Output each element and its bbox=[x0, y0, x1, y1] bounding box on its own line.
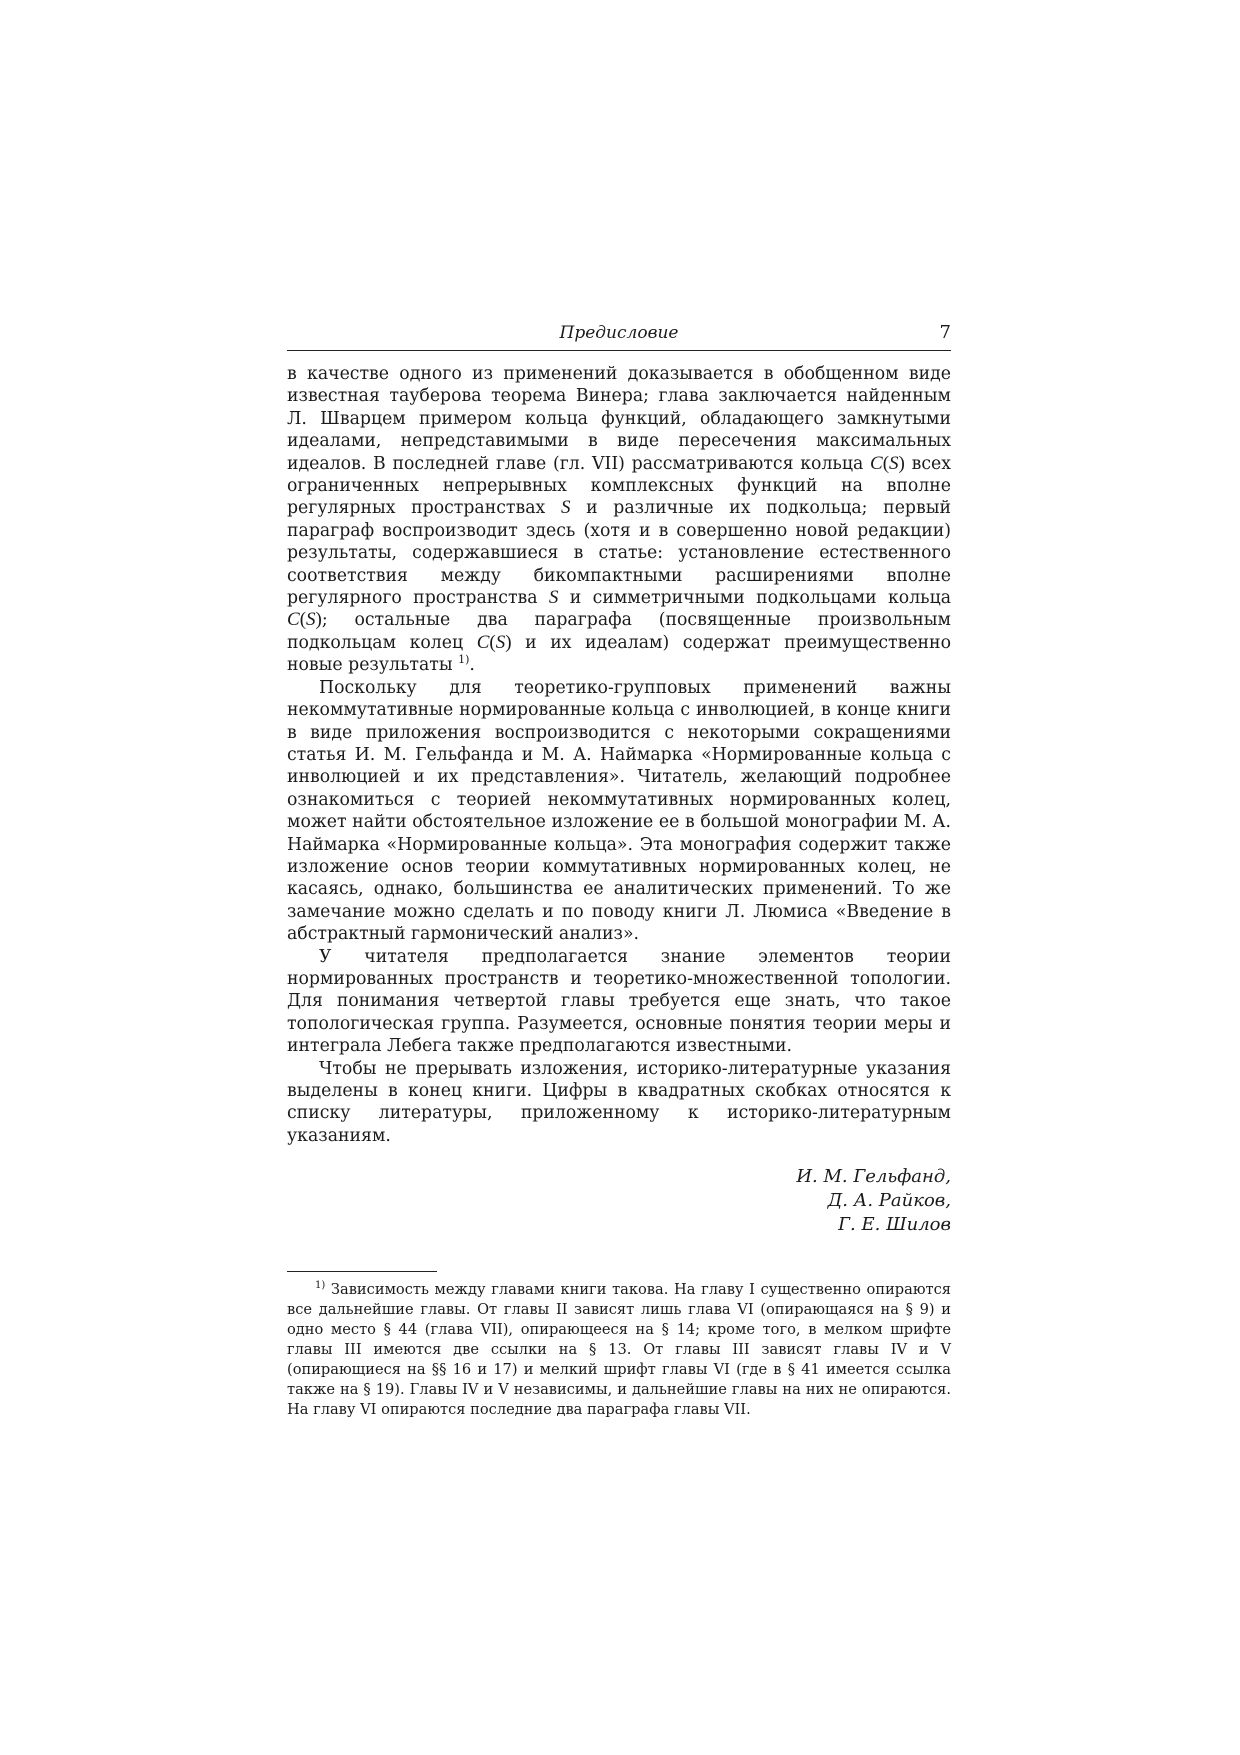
paragraph-1-text: всех ограниченных непрерывных комплексных функций на вполне регулярных пространствах bbox=[287, 453, 951, 519]
paragraph-1-text: . bbox=[469, 655, 475, 676]
signature-author: И. М. Гельфанд, bbox=[796, 1166, 951, 1188]
math-S: S bbox=[495, 631, 506, 653]
footnote-text: Зависимость между главами книги такова. На главу I существенно опираются все дальнейшие главы. От главы II зависят лишь глава VI (опирающаяся на § 9) и одно место § 44 (глава VII), опирающееся на § 14; кроме того, в мелком шрифте главы III имеются две ссылки на § 13. От главы III зависят главы IV и V (опирающиеся на §§ 16 и 17) и мелкий шрифт главы VI (где в § 41 имеется ссылка также на § 19). Главы IV и V независимы, и дальнейшие главы на них не опираются. На главу VI опираются последние два параграфа главы VII. bbox=[287, 1281, 951, 1419]
running-title: Предисловие bbox=[559, 323, 679, 343]
paragraph-3: У читателя предполагается знание элементов теории нормированных пространств и теоретико-множественной топологии. Для понимания четвертой главы требуется еще знать, что такое топологическая группа. Разумеется, основные понятия теории меры и интеграла Лебега также предполагаются известными. bbox=[287, 946, 951, 1057]
math-S: S bbox=[306, 609, 316, 631]
math-C: C bbox=[287, 609, 300, 631]
running-header bbox=[287, 320, 951, 351]
math-S: S bbox=[548, 587, 559, 609]
paragraph-1: в качестве одного из применений доказывается в обобщенном виде известная тауберова теорема Винера; глава заключается найденным Л. Шварцем примером кольца функций, обладающего замкнутыми идеалами, непредставимыми в виде пересечения максимальных идеалов. В последней главе (гл. VII) рассматриваются кольца C(S) всех ограниченных непрерывных комплексных функций на вполне регулярных пространствах S и различные их подкольца; первый параграф воспроизводит здесь (хотя и в совершенно новой редакции) результаты, содержавшиеся в статье: установление естественного соответствия между бикомпактными расширениями вполне регулярного пространства S и симметричными подкольцами кольца C(S); остальные два параграфа (посвященные произвольным подкольцам колец C(S) и их идеалам) содержат преимущественно новые результаты $^{1)}$. bbox=[287, 364, 951, 676]
paragraph-1-text: и различные их подкольца; первый параграф воспроизводит здесь (хотя и в совершенно новой редакции) результаты, содержавшиеся в статье: установление естественного соответствия между бикомпактными расширениями вполне регулярного пространства bbox=[287, 498, 951, 609]
signatures bbox=[287, 1165, 951, 1237]
math-S: S bbox=[560, 497, 571, 519]
paragraph-1-text: ; остальные два параграфа (посвященные произвольным подкольцам колец bbox=[287, 610, 951, 653]
paragraph-1-text: и симметричными подкольцами кольца bbox=[558, 588, 951, 609]
footnote-divider bbox=[287, 1271, 437, 1272]
math-C: C bbox=[870, 452, 883, 474]
footnote-reference[interactable]: 1) bbox=[458, 653, 470, 667]
paragraph-1-text: в качестве одного из применений доказывается в обобщенном виде известная тауберова теорема Винера; глава заключается найденным Л. Шварцем примером кольца функций, обладающего замкнутыми идеалами, непредставимыми в виде пересечения максимальных идеалов. В последней главе (гл. VII) рассматриваются кольца bbox=[287, 364, 951, 474]
page-number: 7 bbox=[939, 322, 951, 343]
signature-author: Д. А. Райков, bbox=[827, 1190, 951, 1212]
math-C: C bbox=[476, 631, 490, 653]
paragraph-2: Поскольку для теоретико-групповых применений важны некоммутативные нормированные кольца с инволюцией, в конце книги в виде приложения воспроизводится с некоторыми сокращениями статья И. М. Гельфанда и М. А. Наймарка «Нормированные кольца с инволюцией и их представления». Читатель, желающий подробнее ознакомиться с теорией некоммутативных нормированных колец, может найти обстоятельное изложение ее в большой монографии М. А. Наймарка «Нормированные кольца». Эта монография содержит также изложение основ теории коммутативных нормированных колец, не касаясь, однако, большинства ее аналитических применений. То же замечание можно сделать и по поводу книги Л. Люмиса «Введение в абстрактный гармонический анализ». bbox=[287, 677, 951, 945]
footnote-mark: 1) bbox=[315, 1280, 326, 1292]
paragraph-1-text: и их идеалам) содержат преимущественно новые результаты bbox=[287, 632, 951, 676]
body-text bbox=[287, 363, 951, 1147]
math-S: S bbox=[889, 452, 899, 474]
signature-author: Г. Е. Шилов bbox=[838, 1214, 951, 1236]
paragraph-4: Чтобы не прерывать изложения, историко-литературные указания выделены в конец книги. Цифры в квадратных скобках относятся к списку литературы, приложенному к историко-литературным указаниям. bbox=[287, 1058, 951, 1146]
book-page bbox=[287, 320, 951, 1420]
footnote bbox=[287, 1280, 951, 1420]
